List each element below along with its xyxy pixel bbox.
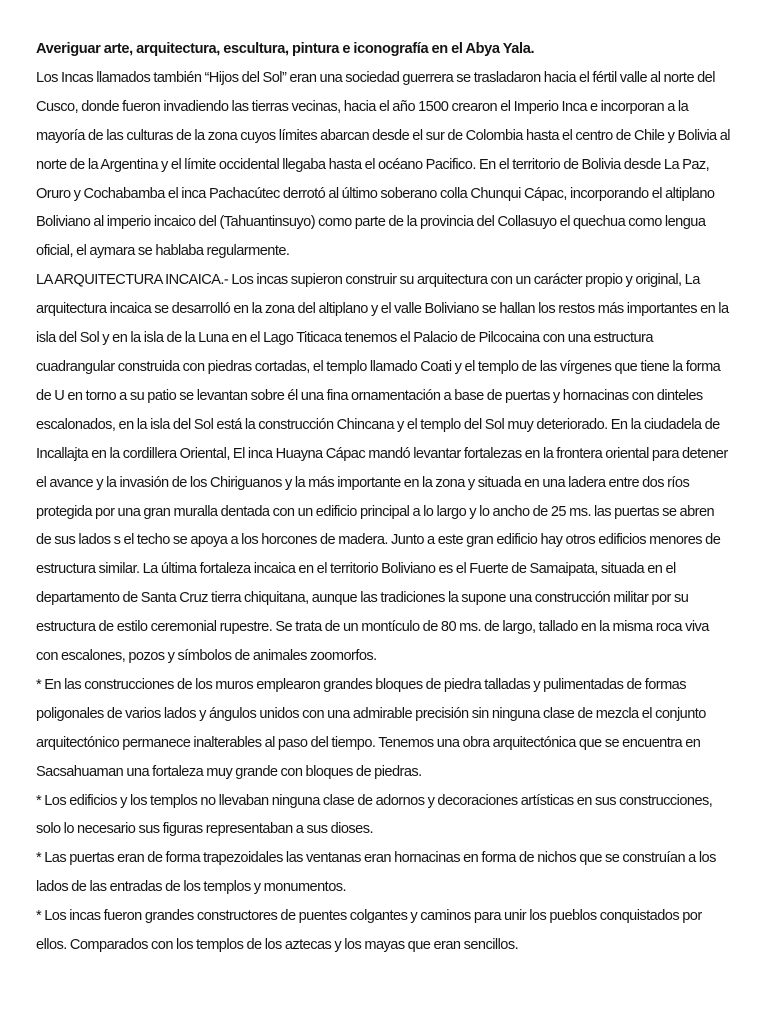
section-text: .- Los incas supieron construir su arquitectura con un carácter propio y original, La arquitectura incaica se desarrolló en la zona del altiplano y el valle Boliviano se hallan los restos más importantes en la isla del Sol y en la isla de la Luna en el Lago Titicaca tenemos el Palacio de Pilcocaina con una estructura cuadrangular construida con piedras cortadas, el templo llamado Coati y el templo de las vírgenes que tiene la forma de U en torno a su patio se levantan sobre él una fina ornamentación a base de puertas y hornacinas con dinteles escalonados, en la isla del Sol está la construcción Chincana y el templo del Sol muy deteriorado. En la ciudadela de Incallajta en la cordillera Oriental, El inca Huayna Cápac mandó levantar fortalezas en la frontera oriental para detener el avance y la invasión de los Chiriguanos y la más importante en la zona y situada en una ladera entre dos ríos protegida por una gran muralla dentada con un edificio principal a lo largo y lo ancho de 25 ms. las puertas se abren de sus lados s el techo se apoya a los horcones de madera. Junto a este gran edificio hay otros edificios menores de estructura similar. La última fortaleza incaica en el territorio Boliviano es el Fuerte de Samaipata, situada en el departamento de Santa Cruz tierra chiquitana, aunque las tradiciones la supone una construcción militar por su estructura de estilo ceremonial rupestre. Se trata de un montículo de 80 ms. de largo, tallado en la misma roca viva con escalones, pozos y símbolos de animales zoomorfos. (36, 272, 729, 665)
intro-paragraph: Los Incas llamados también “Hijos del Sol” eran una sociedad guerrera se trasladaron hacia el fértil valle al norte del Cusco, donde fueron invadiendo las tierras vecinas, hacia el año 1500 crearon el Imperio Inca e incorporan a la mayoría de las culturas de la zona cuyos límites abarcan desde el sur de Colombia hasta el centro de Chile y Bolivia al norte de la Argentina y el límite occidental llegaba hasta el océano Pacifico. En el territorio de Bolivia desde La Paz, Oruro y Cochabamba el inca Pachacútec derrotó al último soberano colla Chunqui Cápac, incorporando el altiplano Boliviano al imperio incaico del (Tahuantinsuyo) como parte de la provincia del Collasuyo el quechua como lengua oficial, el aymara se hablaba regularmente. (36, 69, 730, 260)
bullet-paragraph: * Los edificios y los templos no llevaban ninguna clase de adornos y decoraciones artísticas en sus construcciones, solo lo necesario sus figuras representaban a sus dioses. (36, 792, 713, 838)
document-title: Averiguar arte, arquitectura, escultura, pintura e iconografía en el Abya Yala. (36, 41, 535, 57)
section-heading: LA ARQUITECTURA INCAICA (36, 272, 221, 289)
bullet-paragraph: * En las construcciones de los muros emplearon grandes bloques de piedra talladas y pulimentadas de formas poligonales de varios lados y ángulos unidos con una admirable precisión sin ninguna clase de mezcla el conjunto arquitectónico permanece inalterables al paso del tiempo. Tenemos una obra arquitectónica que se encuentra en Sacsahuaman una fortaleza muy grande con bloques de piedras. (36, 676, 706, 780)
document-page (36, 35, 730, 960)
section-paragraph (36, 266, 730, 671)
bullet-paragraph: * Las puertas eran de forma trapezoidales las ventanas eran hornacinas en forma de nichos que se construían a los lados de las entradas de los templos y monumentos. (36, 850, 716, 896)
bullet-paragraph: * Los incas fueron grandes constructores de puentes colgantes y caminos para unir los pueblos conquistados por ellos. Comparados con los templos de los aztecas y los mayas que eran sencillos. (36, 908, 702, 954)
